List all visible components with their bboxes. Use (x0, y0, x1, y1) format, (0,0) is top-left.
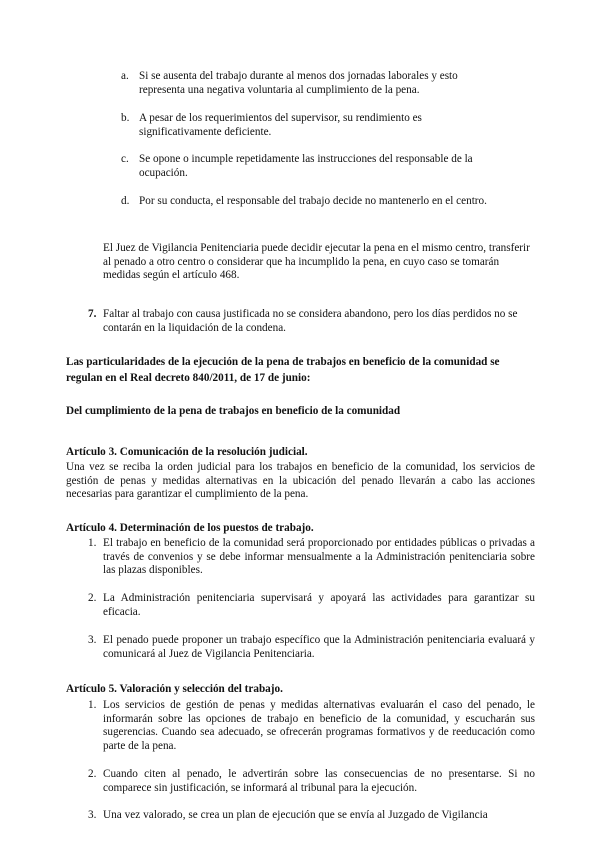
main-heading: Las particularidades de la ejecución de la pena de trabajos en beneficio de la comunidad se regulan en el Real decreto 840/2011, de 17 de junio: (66, 356, 500, 384)
article-4-item-3: El penado puede proponer un trabajo específico que la Administración penitenciaria evaluará y comunicará al Juez de Vigilancia Penitenciaria. (103, 634, 535, 660)
article-4-item-2: La Administración penitenciaria supervisará y apoyará las actividades para garantizar su eficacia. (103, 592, 535, 618)
article-4-marker-3: 3. (88, 634, 97, 646)
article-4-marker-2: 2. (88, 592, 97, 604)
list-marker-c: c. (121, 153, 129, 165)
article-5-item-2: Cuando citen al penado, le advertirán sobre las consecuencias de no presentarse. Si no comparece sin justificación, se informará al tribunal para la ejecución. (103, 768, 535, 794)
article-3-title: Artículo 3. Comunicación de la resolución judicial. (66, 446, 308, 458)
list-item-a: Si se ausenta del trabajo durante al menos dos jornadas laborales y esto representa una negativa voluntaria al cumplimiento de la pena. (139, 70, 458, 96)
article-5-title: Artículo 5. Valoración y selección del trabajo. (66, 683, 283, 695)
list-marker-a: a. (121, 70, 129, 82)
judge-paragraph: El Juez de Vigilancia Penitenciaria puede decidir ejecutar la pena en el mismo centro, transferir al penado a otro centro o considerar que ha incumplido la pena, en cuyo caso se tomarán medidas según el artículo 468. (103, 242, 530, 281)
article-3-body: Una vez se reciba la orden judicial para los trabajos en beneficio de la comunidad, los servicios de gestión de penas y medidas alternativas en la ubicación del penado llevarán a cabo las acciones necesarias para garantizar el cumplimiento de la pena. (66, 461, 535, 500)
list-item-b: A pesar de los requerimientos del supervisor, su rendimiento es significativamente deficiente. (139, 112, 422, 138)
article-5-marker-1: 1. (88, 699, 97, 711)
section-heading: Del cumplimiento de la pena de trabajos en beneficio de la comunidad (66, 405, 401, 417)
article-5-item-3: Una vez valorado, se crea un plan de ejecución que se envía al Juzgado de Vigilancia (103, 809, 488, 821)
point-7-marker: 7. (88, 308, 97, 320)
article-5-marker-3: 3. (88, 809, 97, 821)
article-4-marker-1: 1. (88, 537, 97, 549)
article-5-item-1: Los servicios de gestión de penas y medidas alternativas evaluarán el caso del penado, le informarán sobre las opciones de trabajo en beneficio de la comunidad, y escucharán sus sugerencias. Cuando sea adecuado, se ofrecerán programas formativos y de reeducación como parte de la pena. (103, 699, 535, 752)
list-marker-d: d. (121, 195, 130, 207)
point-7-text: Faltar al trabajo con causa justificada no se considera abandono, pero los días perdidos no se contarán en la liquidación de la condena. (103, 308, 518, 334)
list-item-c: Se opone o incumple repetidamente las instrucciones del responsable de la ocupación. (139, 153, 473, 179)
article-4-item-1: El trabajo en beneficio de la comunidad será proporcionado por entidades públicas o privadas a través de convenios y se debe informar mensualmente a la Administración penitenciaria sobre las plazas disponibles. (103, 537, 535, 576)
list-item-d: Por su conducta, el responsable del trabajo decide no mantenerlo en el centro. (139, 195, 487, 207)
article-5-marker-2: 2. (88, 768, 97, 780)
article-4-title: Artículo 4. Determinación de los puestos de trabajo. (66, 522, 314, 534)
list-marker-b: b. (121, 112, 130, 124)
